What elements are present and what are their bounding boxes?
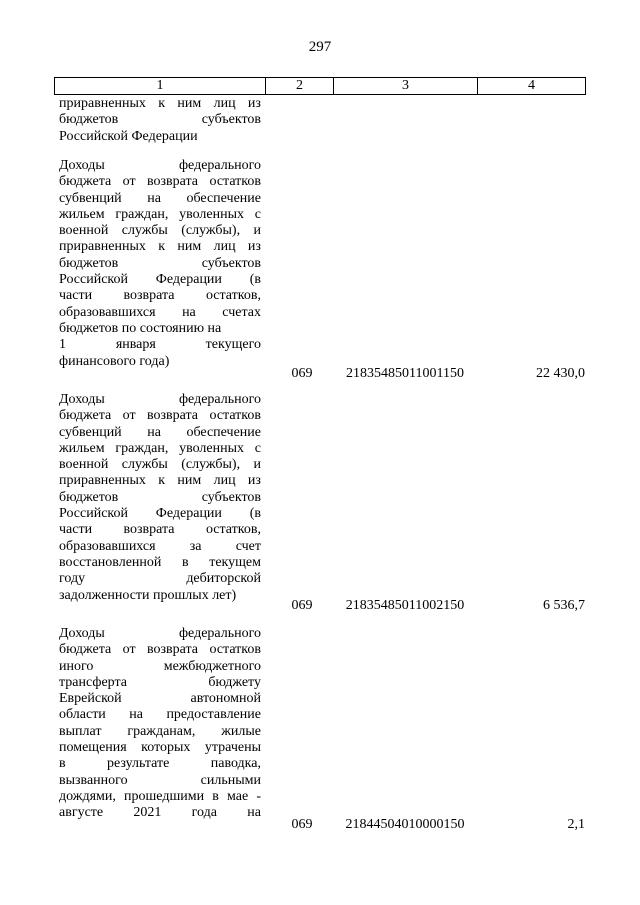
description-line: Российской Федерации	[59, 128, 198, 144]
description-line: трансферта бюджету	[59, 674, 261, 690]
description-line: Еврейской автономной	[59, 691, 261, 707]
row-1-description	[59, 158, 261, 370]
description-line: финансового года)	[59, 353, 170, 369]
row-1-admin-code: 069	[291, 366, 313, 381]
row-3-admin-code: 069	[291, 817, 313, 832]
description-line: августе 2021 года на	[59, 805, 261, 821]
description-line: Доходы федерального	[59, 158, 261, 173]
description-line: бюджетов субъектов	[59, 255, 261, 271]
continuation-description	[59, 96, 261, 145]
description-line: жильем граждан, уволенных с	[59, 206, 261, 222]
description-line: бюджетов по состоянию на	[59, 320, 222, 336]
description-line: бюджетов субъектов	[59, 112, 261, 128]
description-line: Российской Федерации (в	[59, 506, 261, 522]
description-line: Доходы федерального	[59, 626, 261, 641]
description-line: дождями, прошедшими в мае -	[59, 788, 261, 804]
description-line: иного межбюджетного	[59, 658, 261, 674]
description-line: части возврата остатков,	[59, 288, 261, 304]
description-line: 1 января текущего	[59, 337, 261, 353]
description-line: вызванного сильными	[59, 772, 261, 788]
row-2-description	[59, 392, 261, 604]
description-line: приравненных к ним лиц из	[59, 96, 261, 111]
description-line: выплат гражданам, жилые	[59, 723, 261, 739]
description-line: приравненных к ним лиц из	[59, 473, 261, 489]
description-line: бюджета от возврата остатков	[59, 642, 261, 658]
description-line: бюджета от возврата остатков	[59, 174, 261, 190]
header-col-4: 4	[528, 78, 535, 93]
header-col-1: 1	[55, 78, 266, 94]
description-line: бюджета от возврата остатков	[59, 408, 261, 424]
description-line: жильем граждан, уволенных с	[59, 440, 261, 456]
description-line: образовавшихся за счет	[59, 538, 261, 554]
description-line: приравненных к ним лиц из	[59, 239, 261, 255]
page-number: 297	[308, 39, 332, 55]
row-2-admin-code: 069	[291, 598, 313, 613]
row-3-description	[59, 626, 261, 822]
table-header	[54, 77, 586, 95]
header-col-2: 2	[266, 78, 334, 94]
description-line: образовавшихся на счетах	[59, 304, 261, 320]
description-line: задолженности прошлых лет)	[59, 587, 237, 603]
description-line: году дебиторской	[59, 571, 261, 587]
row-1-amount: 22 430,0	[536, 366, 585, 381]
row-3-classification-code: 21844504010000150	[345, 817, 465, 832]
description-line: восстановленной в текущем	[59, 554, 261, 570]
description-line: военной службы (службы), и	[59, 223, 261, 239]
description-line: части возврата остатков,	[59, 522, 261, 538]
description-line: военной службы (службы), и	[59, 457, 261, 473]
row-1-classification-code: 21835485011001150	[346, 366, 464, 381]
description-line: в результате паводка,	[59, 756, 261, 772]
row-2-classification-code: 21835485011002150	[345, 598, 465, 613]
description-line: Российской Федерации (в	[59, 272, 261, 288]
description-line: бюджетов субъектов	[59, 489, 261, 505]
description-line: субвенций на обеспечение	[59, 190, 261, 206]
row-3-amount: 2,1	[567, 817, 585, 832]
header-col-3: 3	[334, 78, 478, 94]
description-line: Доходы федерального	[59, 392, 261, 407]
description-line: помещения которых утрачены	[59, 740, 261, 756]
description-line: субвенций на обеспечение	[59, 424, 261, 440]
row-2-amount: 6 536,7	[543, 598, 585, 613]
description-line: области на предоставление	[59, 707, 261, 723]
